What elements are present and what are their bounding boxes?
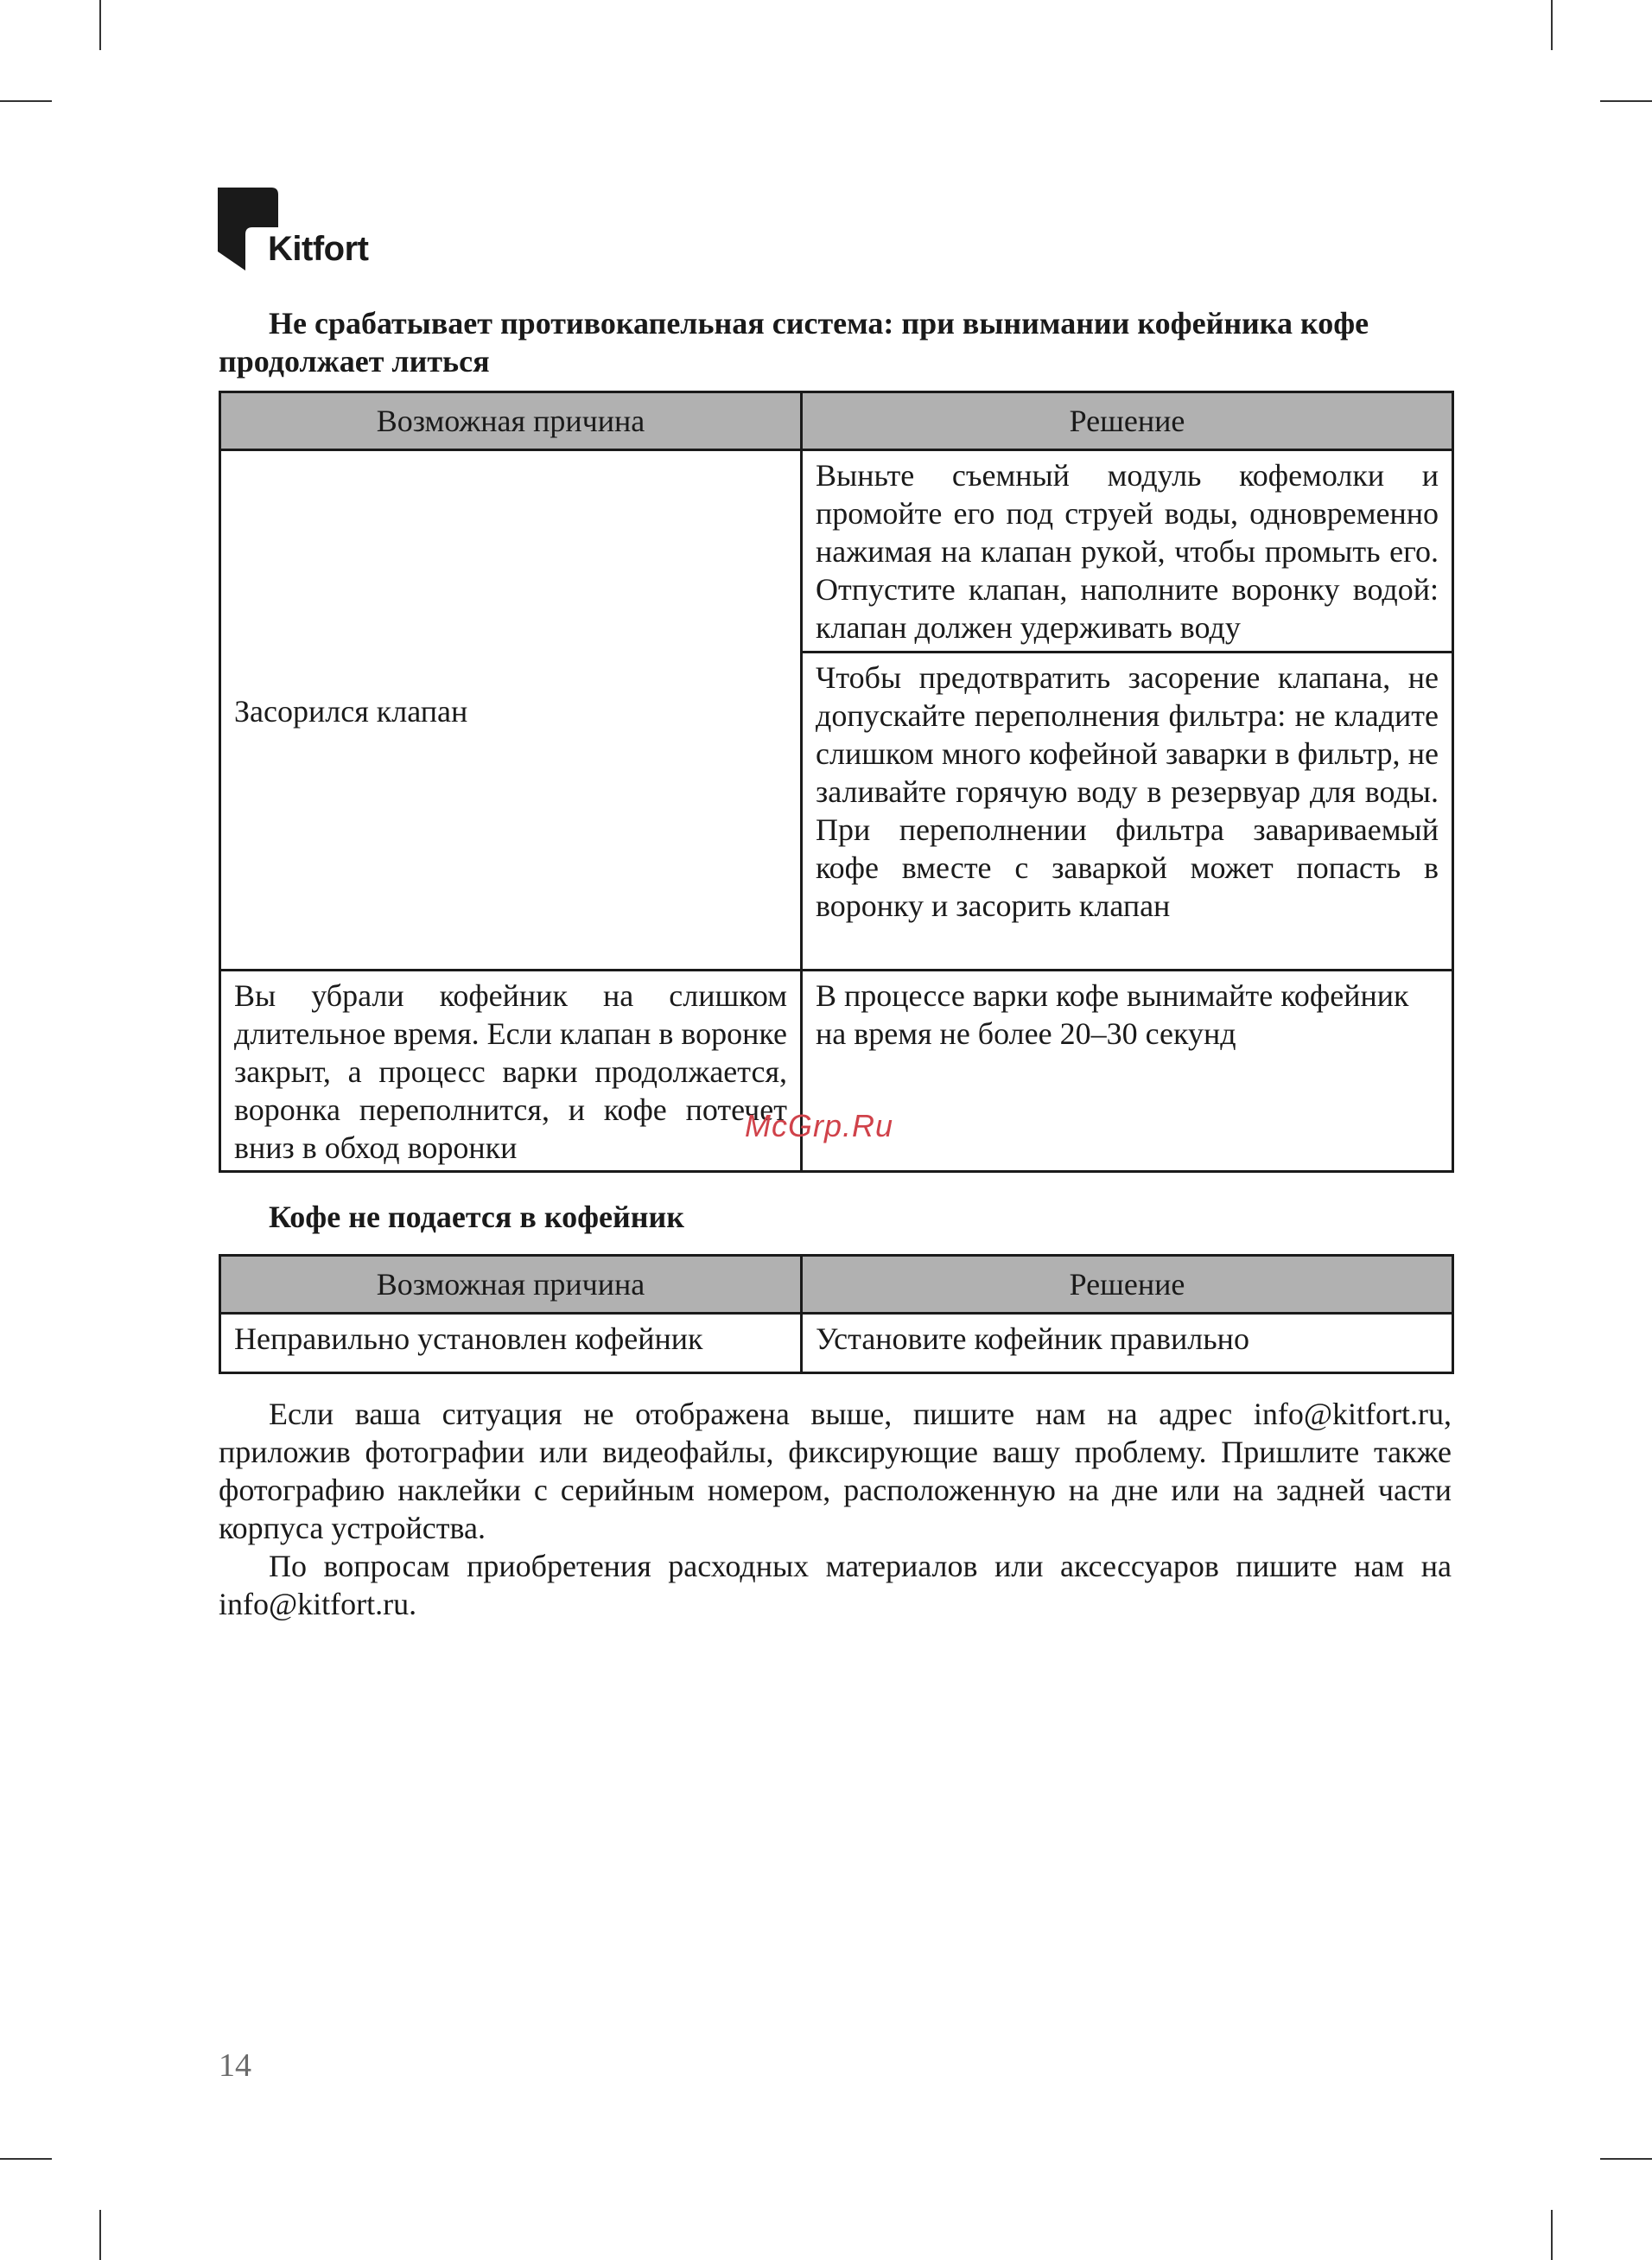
section-dripstop	[219, 304, 1452, 380]
watermark: McGrp.Ru	[745, 1108, 894, 1143]
crop-mark	[1551, 2210, 1553, 2260]
cause-cell: Вы убрали кофейник на слишком длительное время. Если клапан в воронке закрыт, а процесс варки продолжается, воронка переполнится, и кофе потечет вниз в обход воронки	[220, 971, 802, 1172]
table-row	[220, 1314, 1453, 1373]
section-no-coffee	[219, 1198, 1452, 1236]
column-header-cause: Возможная причина	[220, 392, 802, 450]
crop-mark	[99, 2210, 101, 2260]
solution-cell: Выньте съемный модуль кофемолки и промойте его под струей воды, одновременно нажимая на клапан рукой, чтобы промыть его. Отпустите клапан, наполните воронку водой: клапан должен удерживать воду	[802, 450, 1453, 653]
crop-mark	[1551, 0, 1553, 50]
solution-cell: Чтобы предотвратить засорение клапана, не допускайте переполнения фильтра: не кладите слишком много кофейной заварки в фильтр, не заливайте горячую воду в резервуар для воды. При переполнении фильтра завариваемый кофе вместе с заваркой может попасть в воронку и засорить клапан	[802, 653, 1453, 971]
contact-paragraph: Если ваша ситуация не отображена выше, пишите нам на адрес info@kitfort.ru, приложив фотографии или видеофайлы, фиксирующие вашу проблему. Пришлите также фотографию наклейки с серийным номером, расположенную на дне или на задней части корпуса устройства.	[219, 1397, 1452, 1545]
column-header-solution: Решение	[802, 1256, 1453, 1314]
accessories-paragraph: По вопросам приобретения расходных материалов или аксессуаров пишите нам на info@kitfort.ru.	[219, 1549, 1452, 1621]
table-row	[220, 450, 1453, 653]
crop-mark	[1600, 100, 1652, 102]
troubleshoot-table-2	[219, 1254, 1452, 1374]
crop-mark	[99, 0, 101, 50]
crop-mark	[1600, 2158, 1652, 2160]
cause-cell: Засорился клапан	[220, 450, 802, 971]
troubleshoot-table-1	[219, 391, 1452, 1173]
solution-cell: Установите кофейник правильно	[802, 1314, 1453, 1373]
crop-mark	[0, 2158, 52, 2160]
column-header-cause: Возможная причина	[220, 1256, 802, 1314]
section-heading: Не срабатывает противокапельная система: при вынимании кофейника кофе продолжает литься	[219, 306, 1369, 379]
table-header-row	[220, 392, 1453, 450]
cause-cell: Неправильно установлен кофейник	[220, 1314, 802, 1373]
contact-info	[219, 1395, 1452, 1623]
column-header-solution: Решение	[802, 392, 1453, 450]
brand-logo-text: Kitfort	[268, 230, 369, 268]
section-heading: Кофе не подается в кофейник	[269, 1200, 684, 1234]
table-header-row	[220, 1256, 1453, 1314]
page-number: 14	[219, 2047, 251, 2084]
crop-mark	[0, 100, 52, 102]
solution-cell: В процессе варки кофе вынимайте кофейник на время не более 20–30 секунд	[802, 971, 1453, 1172]
